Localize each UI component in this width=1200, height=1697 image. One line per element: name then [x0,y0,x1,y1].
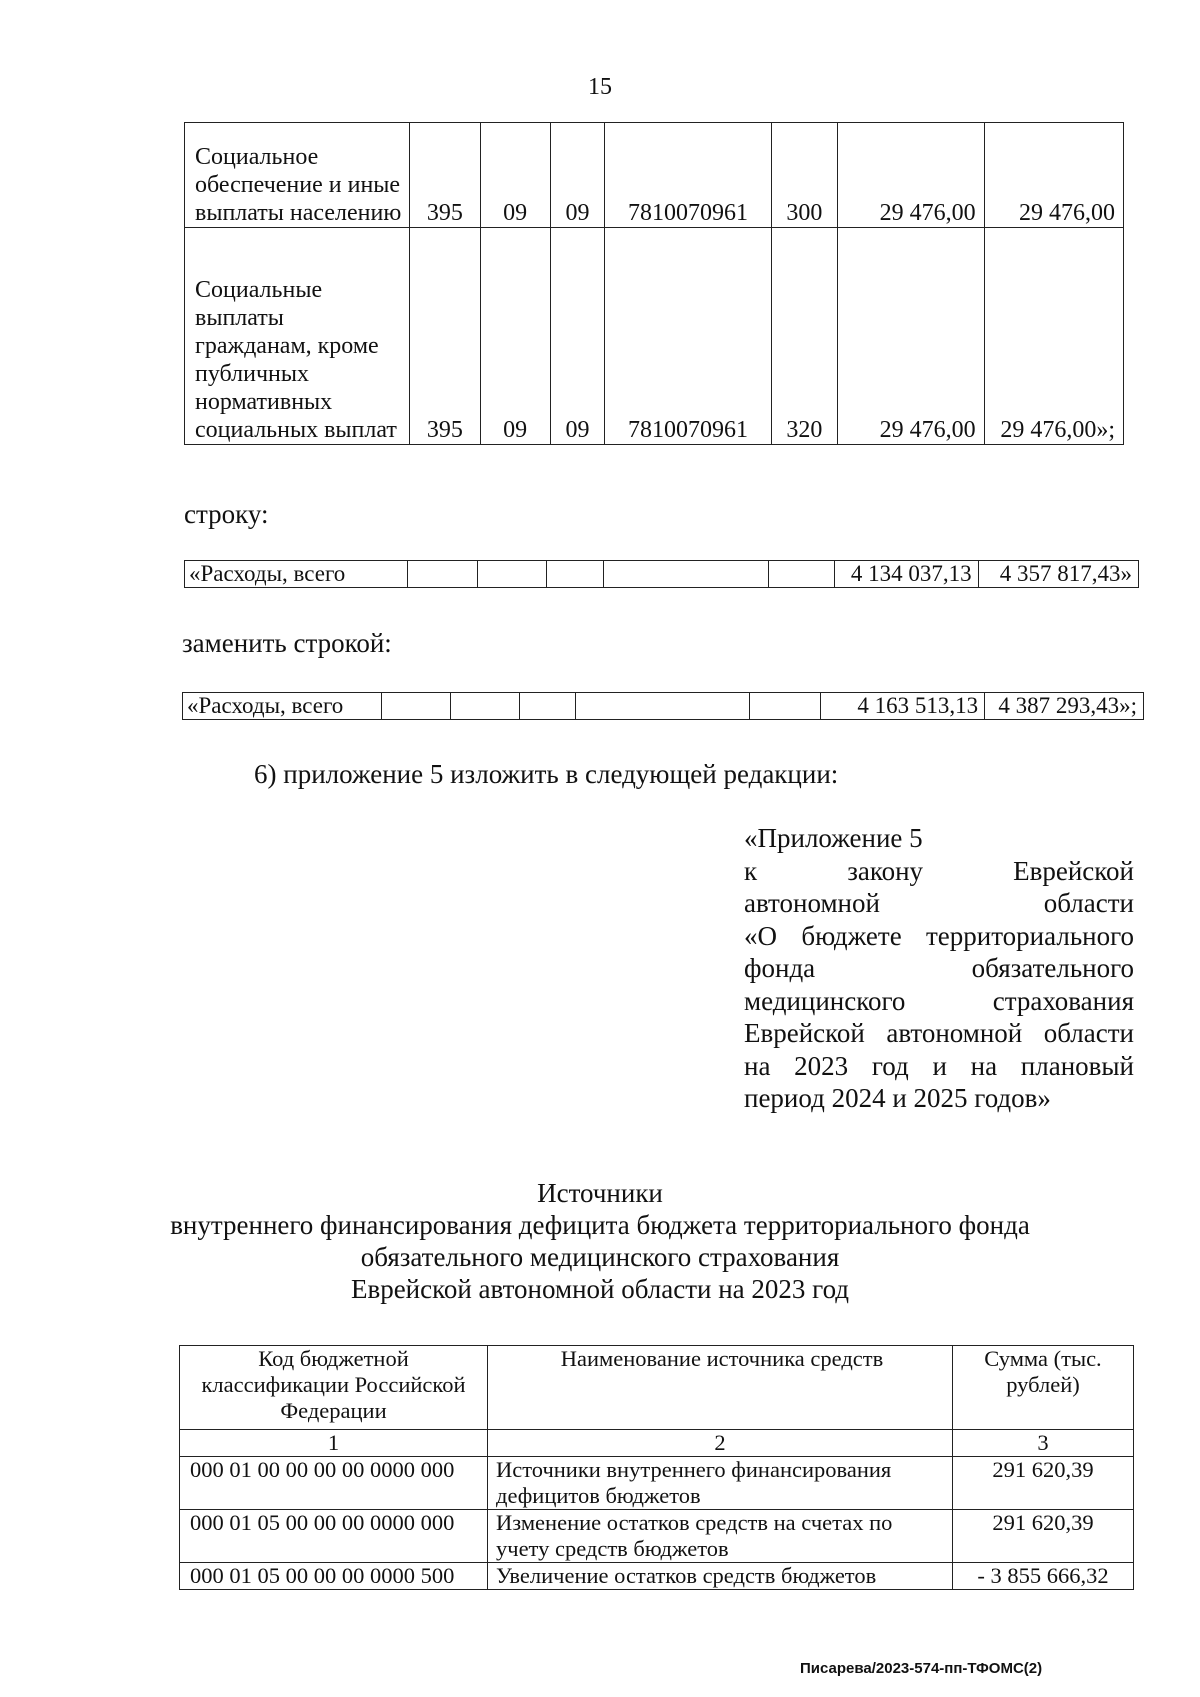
cell-code: 000 01 05 00 00 00 0000 500 [180,1563,488,1590]
empty-cell [382,693,451,720]
cell-amount-2025: 29 476,00 [984,123,1123,228]
text-zamenit: заменить строкой: [182,628,392,658]
cell-amount-2024: 29 476,00 [837,123,984,228]
cell-expense-type: 300 [771,123,837,228]
table-row [180,1457,1134,1510]
cell-amount-2024: 29 476,00 [837,228,984,445]
cell-section: 09 [480,123,550,228]
appendix-line: фонда обязательного [744,953,1134,983]
cell-amount-2025: 4 357 817,43» [978,561,1138,588]
table-header-row [180,1346,1134,1430]
row-label: «Расходы, всего [185,561,408,588]
cell-subsection: 09 [550,228,604,445]
cell-target-article: 7810070961 [605,123,772,228]
cell-sum: - 3 855 666,32 [953,1563,1134,1590]
cell-ministry-code: 395 [410,123,480,228]
table-row [185,123,1124,228]
appendix-line: «О бюджете территориального [744,920,1134,951]
footer-reference: Писарева/2023-574-пп-ТФОМС(2) [800,1660,1043,1677]
cell-ministry-code: 395 [410,228,480,445]
cell-section: 09 [480,228,550,445]
empty-cell [603,561,769,588]
index-cell: 3 [953,1430,1134,1457]
title-line: внутреннего финансирования дефицита бюджета территориального фонда [170,1210,1030,1240]
empty-cell [407,561,477,588]
appendix-line: «Приложение 5 [744,823,923,853]
appendix-line: на 2023 год и на плановый [744,1050,1134,1081]
cell-amount-2024: 4 163 513,13 [821,693,985,720]
row-expenses-total-old [184,560,1139,588]
text-item-6: 6) приложение 5 изложить в следующей редакции: [254,759,839,789]
appendix-line: медицинского страхования [744,985,1134,1016]
table-index-row [180,1430,1134,1457]
empty-cell [769,561,835,588]
row-expenses-total-new [182,692,1144,720]
cell-sum: 291 620,39 [953,1457,1134,1510]
title-line: обязательного медицинского страхования [360,1242,840,1272]
empty-cell [547,561,603,588]
cell-name: Изменение остатков средств на счетах по учету средств бюджетов [488,1510,953,1563]
cell-name: Источники внутреннего финансирования дефицитов бюджетов [488,1457,953,1510]
cell-amount-2024: 4 134 037,13 [834,561,978,588]
cell-sum: 291 620,39 [953,1510,1134,1563]
table-row [185,228,1124,445]
cell-amount-2025: 4 387 293,43»; [985,693,1144,720]
sources-table [179,1345,1134,1590]
cell-code: 000 01 00 00 00 00 0000 000 [180,1457,488,1510]
header-name: Наименование источника средств [488,1346,953,1430]
cell-amount-2025: 29 476,00»; [984,228,1123,445]
table-row [180,1563,1134,1590]
empty-cell [750,693,821,720]
appendix-line: период 2024 и 2025 годов» [744,1083,1051,1113]
document-title [0,1177,1200,1305]
empty-cell [520,693,576,720]
cell-target-article: 7810070961 [605,228,772,445]
title-line: Источники [537,1178,663,1208]
row-name: Социальное обеспечение и иные выплаты населению [185,123,410,228]
header-code: Код бюджетной классификации Российской Федерации [180,1346,488,1430]
row-label: «Расходы, всего [183,693,382,720]
empty-cell [477,561,547,588]
index-cell: 1 [180,1430,488,1457]
page-number: 15 [588,74,612,100]
empty-cell [575,693,749,720]
header-sum: Сумма (тыс. рублей) [953,1346,1134,1430]
text-stroku: строку: [184,499,269,529]
table-row [183,693,1144,720]
appendix-line: к закону Еврейской [744,855,1134,886]
title-line: Еврейской автономной области на 2023 год [350,1274,850,1304]
cell-subsection: 09 [550,123,604,228]
cell-name: Увеличение остатков средств бюджетов [488,1563,953,1590]
cell-code: 000 01 05 00 00 00 0000 000 [180,1510,488,1563]
table-row [180,1510,1134,1563]
appendix-line: Еврейской автономной области [744,1018,1134,1048]
appendix-line: автономной области [744,888,1134,918]
appendix-heading [744,822,1134,1115]
cell-expense-type: 320 [771,228,837,445]
index-cell: 2 [488,1430,953,1457]
row-name: Социальные выплаты гражданам, кроме публичных нормативных социальных выплат [185,228,410,445]
table-row [185,561,1139,588]
empty-cell [451,693,520,720]
expenses-table-fragment [184,122,1124,445]
